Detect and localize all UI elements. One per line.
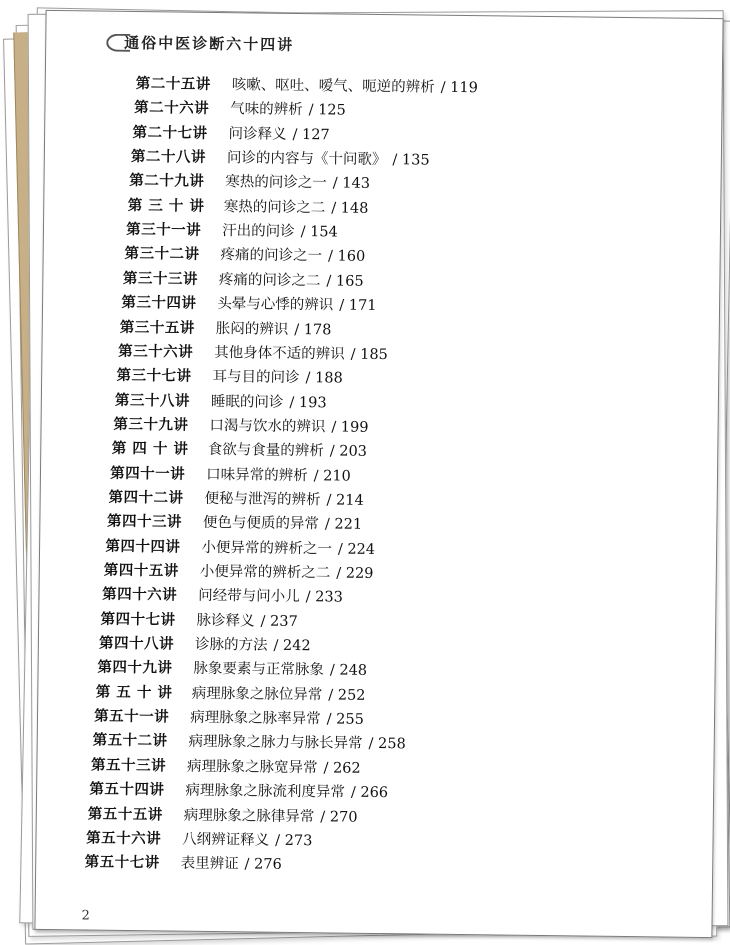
lecture-number: 第五十四讲 xyxy=(89,780,165,799)
lecture-title: 问诊的内容与《十问歌》 xyxy=(226,150,387,169)
toc-entry xyxy=(91,755,361,778)
lecture-title: 寒热的问诊之一 xyxy=(225,174,327,192)
lecture-page-number: / 203 xyxy=(329,443,368,461)
lecture-page-number: / 127 xyxy=(292,126,330,144)
lecture-title: 小便异常的辨析之二 xyxy=(199,563,331,582)
lecture-page-number: / 229 xyxy=(336,565,374,582)
toc-entry xyxy=(121,293,376,316)
lecture-page-number: / 266 xyxy=(350,784,389,802)
lecture-page-number: / 178 xyxy=(294,321,332,338)
toc-entry xyxy=(131,147,430,171)
lecture-title: 便色与便质的异常 xyxy=(202,515,320,533)
lecture-number: 第五十三讲 xyxy=(90,756,167,775)
lecture-number: 第四十四讲 xyxy=(105,537,181,556)
lecture-title: 问诊释义 xyxy=(228,125,287,143)
lecture-title: 咳嗽、呕吐、嗳气、呃逆的辨析 xyxy=(231,77,435,96)
lecture-title: 胀闷的辨识 xyxy=(215,320,289,338)
lecture-number: 第三十三讲 xyxy=(122,269,199,288)
lecture-page-number: / 273 xyxy=(275,832,313,850)
toc-entry xyxy=(128,196,369,219)
lecture-page-number: / 135 xyxy=(392,152,430,169)
lecture-page-number: / 199 xyxy=(331,419,369,436)
toc-entry xyxy=(118,342,388,365)
lecture-number: 第三十九讲 xyxy=(113,415,189,434)
lecture-title: 头晕与心悸的辨识 xyxy=(217,296,334,314)
lecture-title: 八纲辨证释义 xyxy=(182,831,270,849)
toc-entry xyxy=(96,682,366,705)
lecture-page-number: / 165 xyxy=(326,273,364,290)
toc-entry xyxy=(102,585,343,608)
lecture-number: 第三十六讲 xyxy=(118,342,194,361)
lecture-number: 第五十五讲 xyxy=(87,804,163,823)
toc-entry xyxy=(134,98,346,121)
page-number: 2 xyxy=(81,908,90,924)
lecture-page-number: / 171 xyxy=(339,297,377,315)
lecture-number: 第四十九讲 xyxy=(97,658,173,677)
toc-entry xyxy=(99,634,311,657)
lecture-title: 表里辨证 xyxy=(180,855,239,873)
lecture-title: 食欲与食量的辨析 xyxy=(207,442,324,460)
running-header xyxy=(124,32,294,55)
lecture-title: 诊脉的方法 xyxy=(194,636,268,654)
lecture-number: 第二十七讲 xyxy=(132,123,208,142)
lecture-page-number: / 185 xyxy=(350,346,388,363)
toc-entry xyxy=(84,853,281,875)
lecture-number: 第四十五讲 xyxy=(103,561,179,580)
lecture-title: 汗出的问诊 xyxy=(222,223,295,241)
lecture-page-number: / 258 xyxy=(368,736,406,753)
lecture-title: 病理脉象之脉位异常 xyxy=(191,685,323,704)
toc-entry xyxy=(108,488,363,511)
lecture-page-number: / 224 xyxy=(337,541,376,558)
running-title: 通俗中医诊断六十四讲 xyxy=(124,33,295,54)
lecture-number: 第三十二讲 xyxy=(124,245,200,264)
toc-page xyxy=(34,10,723,938)
lecture-page-number: / 221 xyxy=(324,516,363,534)
lecture-title: 病理脉象之脉率异常 xyxy=(190,709,321,728)
toc-entry xyxy=(124,244,365,267)
toc-entry xyxy=(97,658,367,681)
toc-entry xyxy=(136,74,478,98)
toc-entry xyxy=(116,366,342,389)
lecture-page-number: / 125 xyxy=(308,102,346,119)
lecture-number: 第五十二讲 xyxy=(92,731,168,750)
lecture-page-number: / 237 xyxy=(260,613,298,630)
lecture-page-number: / 214 xyxy=(326,492,364,509)
lecture-number: 第五十一讲 xyxy=(94,707,170,726)
lecture-number: 第三十四讲 xyxy=(121,293,197,312)
lecture-title: 病理脉象之脉力与脉长异常 xyxy=(188,734,363,753)
lecture-title: 寒热的问诊之二 xyxy=(223,198,326,217)
lecture-title: 口渴与饮水的辨识 xyxy=(209,417,326,436)
lecture-number: 第 四 十 讲 xyxy=(111,439,189,458)
lecture-number: 第二十九讲 xyxy=(129,172,205,191)
toc-entry xyxy=(110,463,351,486)
toc-entry xyxy=(89,780,388,804)
swirl-ornament-icon xyxy=(106,34,130,52)
toc-entry xyxy=(100,609,297,631)
toc-entry xyxy=(115,390,327,413)
table-of-contents xyxy=(46,73,722,874)
lecture-number: 第五十七讲 xyxy=(84,853,160,872)
toc-entry xyxy=(104,561,374,584)
lecture-number: 第 三 十 讲 xyxy=(127,196,205,215)
lecture-page-number: / 252 xyxy=(328,687,366,704)
lecture-page-number: / 276 xyxy=(244,856,282,874)
lecture-title: 病理脉象之脉流利度异常 xyxy=(185,782,345,801)
toc-entry xyxy=(92,731,405,755)
lecture-page-number: / 233 xyxy=(305,589,343,606)
lecture-number: 第 五 十 讲 xyxy=(95,683,173,702)
lecture-number: 第四十二讲 xyxy=(108,488,184,507)
lecture-title: 睡眠的问诊 xyxy=(210,393,284,411)
lecture-number: 第三十八讲 xyxy=(114,391,191,410)
lecture-title: 其他身体不适的辨识 xyxy=(214,344,345,363)
lecture-number: 第四十三讲 xyxy=(106,512,183,531)
lecture-title: 疼痛的问诊之二 xyxy=(218,271,321,290)
lecture-number: 第二十八讲 xyxy=(130,147,207,166)
lecture-title: 病理脉象之脉律异常 xyxy=(183,807,315,825)
lecture-number: 第二十五讲 xyxy=(135,74,211,93)
toc-entry xyxy=(113,415,368,438)
lecture-title: 耳与目的问诊 xyxy=(212,369,300,387)
lecture-number: 第五十六讲 xyxy=(86,829,162,848)
toc-entry xyxy=(129,171,370,194)
lecture-page-number: / 255 xyxy=(326,711,364,728)
toc-entry xyxy=(112,439,367,462)
lecture-number: 第二十六讲 xyxy=(134,99,210,118)
lecture-page-number: / 160 xyxy=(327,248,366,266)
lecture-title: 小便异常的辨析之一 xyxy=(201,539,332,558)
lecture-title: 便秘与泄泻的辨析 xyxy=(204,490,321,509)
toc-entry xyxy=(123,269,364,292)
lecture-title: 气味的辨析 xyxy=(230,101,303,119)
lecture-page-number: / 119 xyxy=(440,79,478,97)
toc-entry xyxy=(88,804,358,827)
lecture-page-number: / 188 xyxy=(305,370,343,387)
toc-entry xyxy=(120,317,332,340)
lecture-page-number: / 242 xyxy=(273,637,311,655)
lecture-number: 第四十一讲 xyxy=(110,464,186,483)
lecture-number: 第四十八讲 xyxy=(98,634,175,653)
lecture-page-number: / 148 xyxy=(331,200,369,217)
lecture-number: 第三十五讲 xyxy=(119,318,195,337)
lecture-page-number: / 210 xyxy=(313,467,351,485)
lecture-page-number: / 154 xyxy=(300,224,338,241)
lecture-number: 第四十七讲 xyxy=(100,610,176,629)
lecture-title: 脉象要素与正常脉象 xyxy=(193,661,324,679)
lecture-title: 问经带与问小儿 xyxy=(198,588,300,606)
toc-entry xyxy=(105,536,375,559)
toc-entry xyxy=(107,512,362,535)
lecture-title: 疼痛的问诊之一 xyxy=(220,247,323,265)
toc-entry xyxy=(126,220,338,243)
lecture-number: 第三十七讲 xyxy=(116,366,192,385)
lecture-page-number: / 143 xyxy=(332,175,371,193)
lecture-title: 病理脉象之脉宽异常 xyxy=(186,758,318,777)
toc-entry xyxy=(86,828,312,851)
toc-entry xyxy=(94,707,364,730)
lecture-title: 口味异常的辨析 xyxy=(206,466,308,484)
lecture-page-number: / 193 xyxy=(289,394,327,411)
lecture-page-number: / 270 xyxy=(320,808,358,826)
lecture-page-number: / 248 xyxy=(329,662,368,680)
lecture-number: 第三十一讲 xyxy=(126,220,202,239)
lecture-page-number: / 262 xyxy=(323,760,361,777)
toc-entry xyxy=(132,123,329,145)
lecture-title: 脉诊释义 xyxy=(196,612,255,630)
lecture-number: 第四十六讲 xyxy=(102,585,178,604)
